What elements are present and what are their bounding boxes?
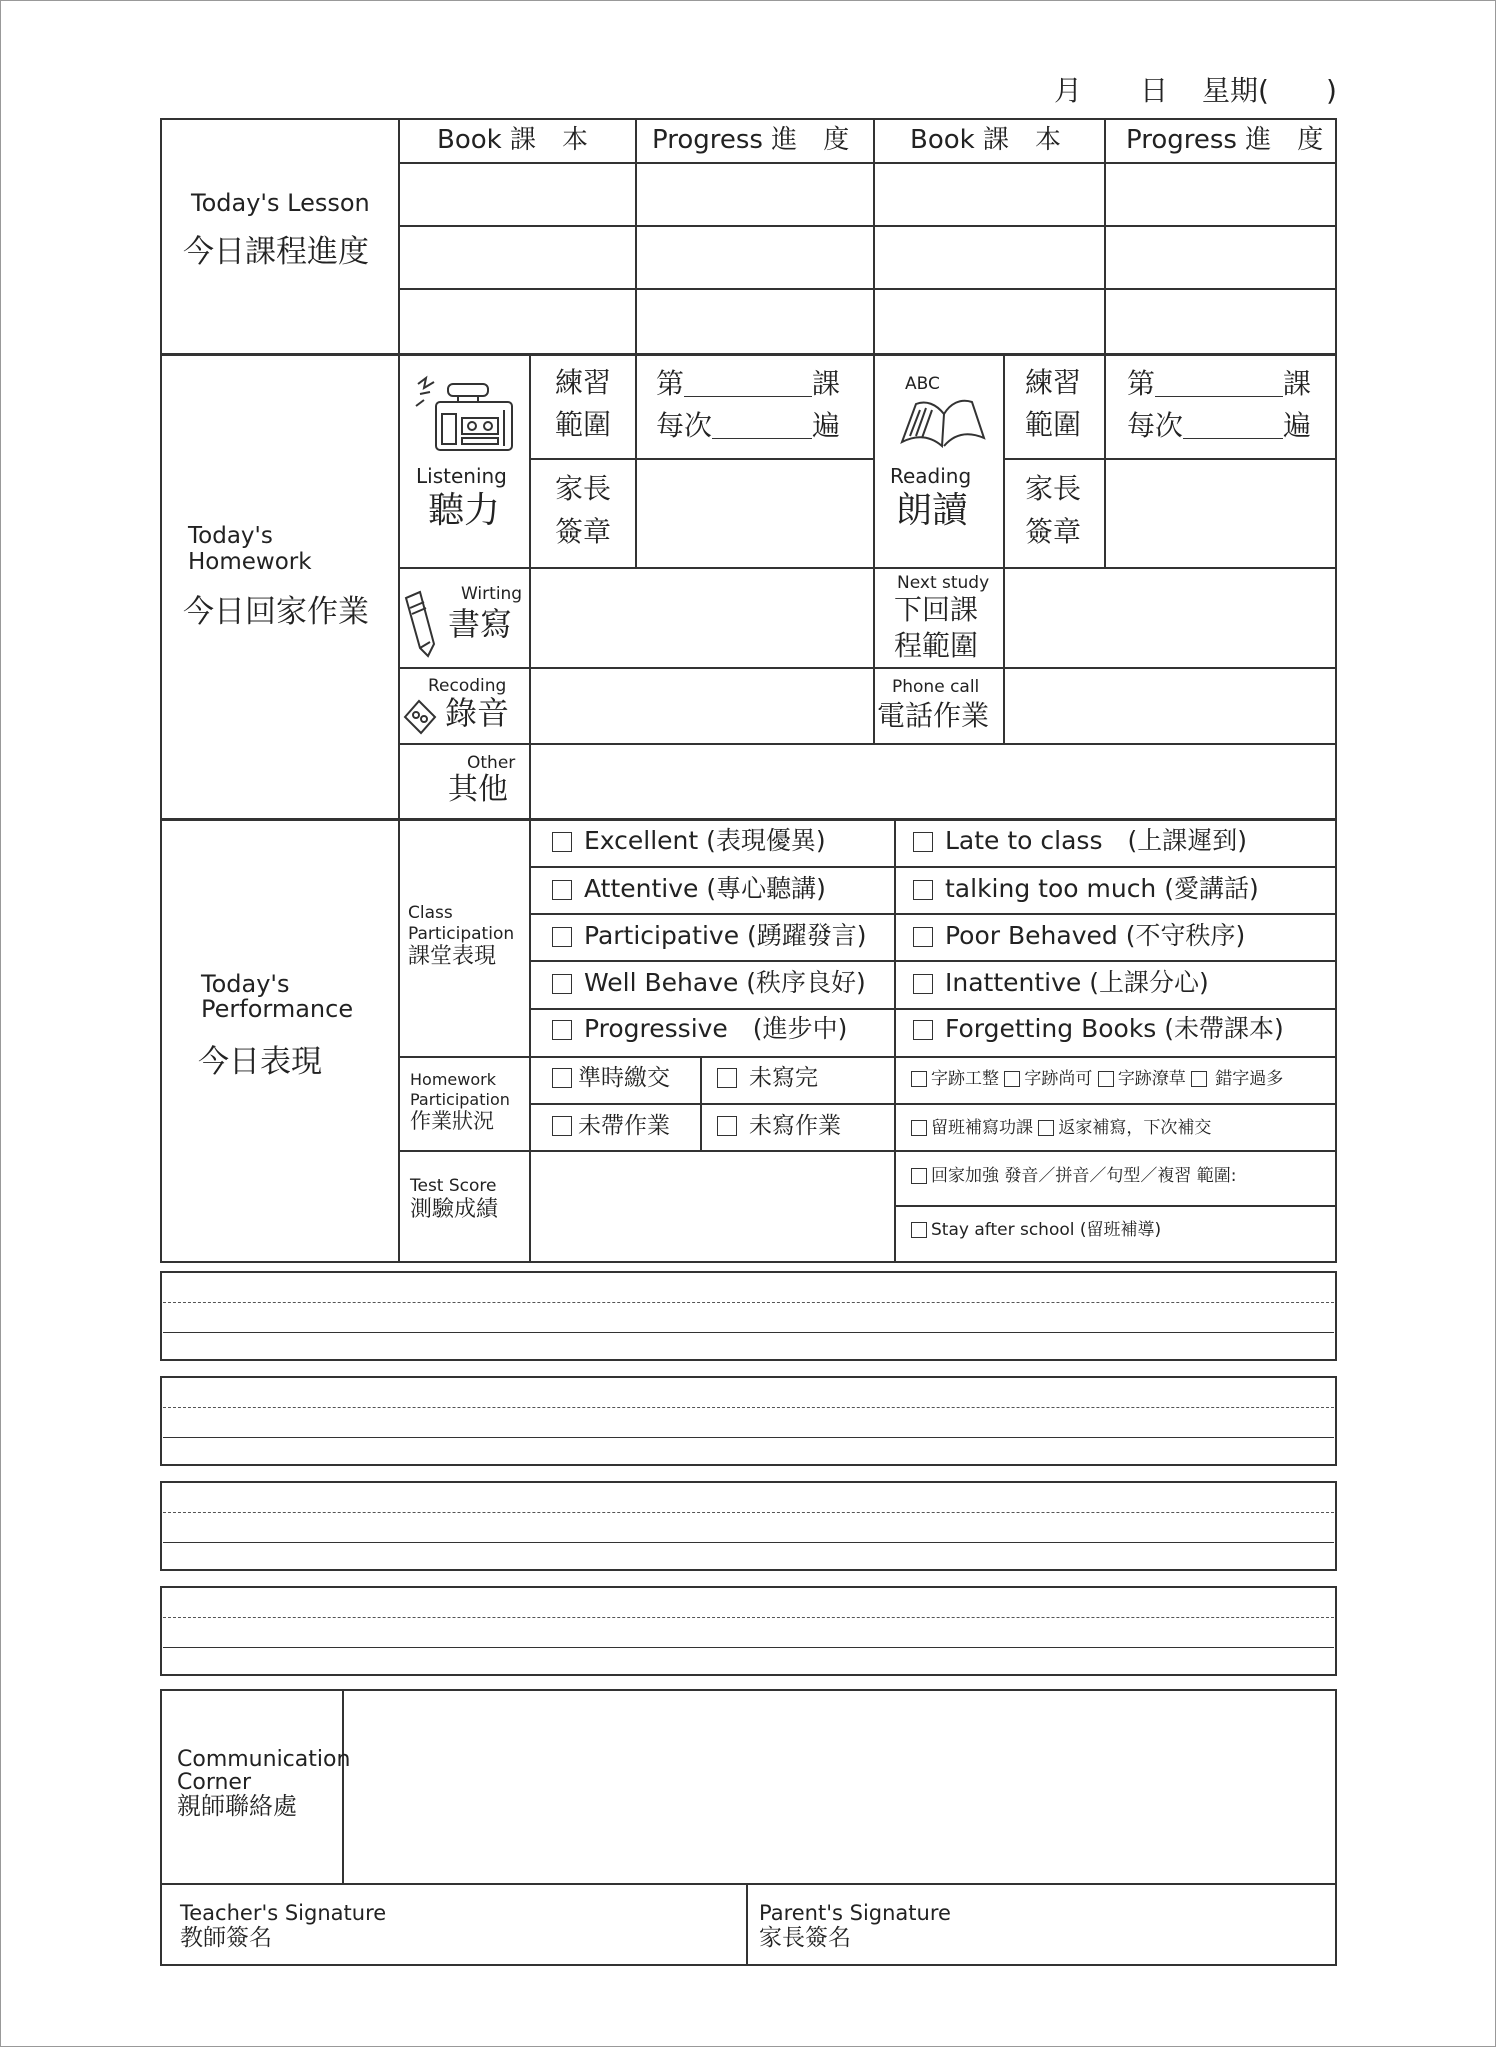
- handwriting-options[interactable]: 字跡工整 字跡尚可 字跡潦草 錯字過多: [911, 1071, 1283, 1089]
- checkbox-square-icon: [913, 880, 933, 900]
- listening-label-en: Listening: [416, 464, 507, 488]
- checkbox-poor-behaved[interactable]: Poor Behaved (不守秩序): [913, 923, 1245, 949]
- homework-label-en-1: Today's: [188, 523, 273, 549]
- reading-parent-signature-field[interactable]: [1106, 460, 1334, 565]
- checkbox-stay-after-school[interactable]: Stay after school (留班補導): [911, 1222, 1161, 1240]
- lesson-label-en: Today's Lesson: [191, 189, 370, 217]
- next-study-label-zh-2: 程範圍: [894, 629, 979, 662]
- homework-label-en-2: Homework: [188, 549, 312, 575]
- checkbox-square-icon: [1038, 1120, 1054, 1136]
- listening-label-zh: 聽力: [428, 490, 501, 531]
- abc-text: ABC: [905, 374, 940, 394]
- checkbox-square-icon: [552, 974, 572, 994]
- makeup-options[interactable]: 留班補寫功課 返家補寫，下次補交: [911, 1120, 1211, 1138]
- checkbox-square-icon: [911, 1120, 927, 1136]
- checkbox-square-icon: [552, 832, 572, 852]
- listening-range-label-2: 範圍: [555, 408, 612, 441]
- cassette-icon: [403, 697, 437, 735]
- phone-call-label-zh: 電話作業: [877, 699, 990, 732]
- note-box-4[interactable]: [160, 1586, 1337, 1676]
- checkbox-square-icon: [911, 1168, 927, 1184]
- reading-range-label-2: 範圍: [1025, 408, 1082, 441]
- checkbox-inattentive[interactable]: Inattentive (上課分心): [913, 970, 1209, 996]
- phone-call-label-en: Phone call: [892, 677, 980, 697]
- test-score-label-zh: 測驗成績: [410, 1197, 499, 1222]
- teacher-signature-field[interactable]: [163, 1886, 744, 1963]
- checkbox-square-icon: [913, 974, 933, 994]
- communication-label-zh: 親師聯絡處: [177, 1792, 297, 1820]
- reading-times-field[interactable]: 每次 遍: [1127, 409, 1312, 442]
- reading-label-zh: 朗讀: [896, 490, 969, 531]
- performance-label-en-2: Performance: [201, 995, 354, 1023]
- checkbox-square-icon: [913, 832, 933, 852]
- listening-parent-label-1: 家長: [555, 472, 612, 505]
- note-box-1[interactable]: [160, 1271, 1337, 1361]
- performance-label-zh: 今日表現: [198, 1044, 322, 1080]
- checkbox-forgetting-books[interactable]: Forgetting Books (未帶課本): [913, 1016, 1284, 1042]
- recording-label-en: Recoding: [428, 676, 507, 696]
- parent-signature-label-zh: 家長簽名: [759, 1925, 851, 1951]
- checkbox-square-icon: [1191, 1071, 1207, 1087]
- listening-times-field[interactable]: 每次 遍: [656, 409, 841, 442]
- communication-label-en-1: Communication: [177, 1747, 351, 1772]
- communication-label-en-2: Corner: [177, 1770, 252, 1795]
- next-study-label-zh-1: 下回課: [894, 593, 979, 626]
- reading-parent-label-2: 簽章: [1025, 515, 1082, 548]
- checkbox-excellent[interactable]: Excellent (表現優異): [552, 828, 826, 854]
- lesson-label-zh: 今日課程進度: [183, 234, 369, 270]
- writing-homework-field[interactable]: [531, 569, 871, 665]
- writing-label-zh: 書寫: [448, 605, 513, 643]
- listening-lesson-field[interactable]: 第 課: [656, 367, 841, 400]
- test-score-field[interactable]: [531, 1152, 892, 1260]
- checkbox-square-icon: [552, 880, 572, 900]
- checkbox-well-behave[interactable]: Well Behave (秩序良好): [552, 970, 866, 996]
- checkbox-square-icon: [1004, 1071, 1020, 1087]
- checkbox-talking-too-much[interactable]: talking too much (愛講話): [913, 876, 1259, 902]
- checkbox-square-icon: [552, 1020, 572, 1040]
- date-weekday-close: ): [1326, 74, 1337, 107]
- col-header-book-1: Book 課 本: [437, 125, 588, 155]
- performance-label-en-1: Today's: [201, 970, 290, 998]
- class-participation-label-zh: 課堂表現: [408, 944, 497, 969]
- checkbox-square-icon: [552, 1068, 572, 1088]
- checkbox-late-to-class[interactable]: Late to class (上課遲到): [913, 828, 1247, 854]
- class-participation-label-en-2: Participation: [408, 924, 515, 944]
- date-weekday-label: 星期(: [1202, 74, 1269, 107]
- open-book-icon: [898, 396, 988, 452]
- writing-label-en: Wirting: [461, 584, 523, 604]
- checkbox-participative[interactable]: Participative (踴躍發言): [552, 923, 867, 949]
- col-header-progress-2: Progress 進 度: [1126, 125, 1324, 155]
- checkbox-on-time[interactable]: 準時繳交: [552, 1066, 670, 1090]
- pencil-icon: [402, 586, 436, 658]
- note-box-3[interactable]: [160, 1481, 1337, 1571]
- checkbox-square-icon: [552, 1116, 572, 1136]
- next-study-label-en: Next study: [897, 573, 990, 593]
- listening-range-label-1: 練習: [555, 366, 612, 399]
- checkbox-not-brought[interactable]: 未帶作業: [552, 1114, 670, 1138]
- checkbox-square-icon: [717, 1116, 737, 1136]
- radio-icon: [412, 370, 520, 460]
- homework-participation-label-en-2: Participation: [410, 1090, 510, 1109]
- next-study-field[interactable]: [1005, 569, 1334, 665]
- reading-lesson-field[interactable]: 第 課: [1127, 367, 1312, 400]
- other-label-en: Other: [467, 753, 516, 773]
- checkbox-square-icon: [913, 927, 933, 947]
- date-day-label: 日: [1140, 74, 1169, 107]
- checkbox-square-icon: [911, 1222, 927, 1238]
- checkbox-square-icon: [913, 1020, 933, 1040]
- checkbox-progressive[interactable]: Progressive (進步中): [552, 1016, 847, 1042]
- teacher-signature-label-en: Teacher's Signature: [180, 1901, 387, 1925]
- reading-label-en: Reading: [890, 464, 972, 488]
- communication-message-field[interactable]: [345, 1692, 1334, 1881]
- recording-label-zh: 錄音: [445, 694, 510, 732]
- listening-parent-signature-field[interactable]: [637, 460, 871, 565]
- checkbox-unfinished[interactable]: 未寫完: [717, 1066, 818, 1090]
- teacher-signature-label-zh: 教師簽名: [180, 1925, 272, 1951]
- checkbox-attentive[interactable]: Attentive (專心聽講): [552, 876, 826, 902]
- checkbox-square-icon: [552, 927, 572, 947]
- note-box-2[interactable]: [160, 1376, 1337, 1466]
- listening-parent-label-2: 簽章: [555, 515, 612, 548]
- test-score-label-en: Test Score: [410, 1176, 497, 1196]
- checkbox-square-icon: [1098, 1071, 1114, 1087]
- parent-signature-label-en: Parent's Signature: [759, 1901, 951, 1925]
- other-label-zh: 其他: [448, 772, 508, 807]
- col-header-progress-1: Progress 進 度: [652, 125, 850, 155]
- reading-range-label-1: 練習: [1025, 366, 1082, 399]
- homework-label-zh: 今日回家作業: [183, 594, 369, 630]
- phone-call-field[interactable]: [1005, 669, 1334, 741]
- checkbox-not-done[interactable]: 未寫作業: [717, 1114, 841, 1138]
- other-homework-field[interactable]: [531, 745, 1334, 819]
- recording-homework-field[interactable]: [531, 669, 871, 741]
- date-month-label: 月: [1054, 74, 1083, 107]
- parent-signature-field[interactable]: [749, 1886, 1334, 1963]
- checkbox-square-icon: [911, 1071, 927, 1087]
- reading-parent-label-1: 家長: [1025, 472, 1082, 505]
- col-header-book-2: Book 課 本: [910, 125, 1061, 155]
- homework-participation-label-zh: 作業狀況: [410, 1109, 494, 1133]
- homework-participation-label-en-1: Homework: [410, 1070, 496, 1089]
- checkbox-square-icon: [717, 1068, 737, 1088]
- checkbox-home-practice[interactable]: 回家加強 發音／拼音／句型／複習 範圍:: [911, 1168, 1237, 1186]
- class-participation-label-en-1: Class: [408, 903, 453, 923]
